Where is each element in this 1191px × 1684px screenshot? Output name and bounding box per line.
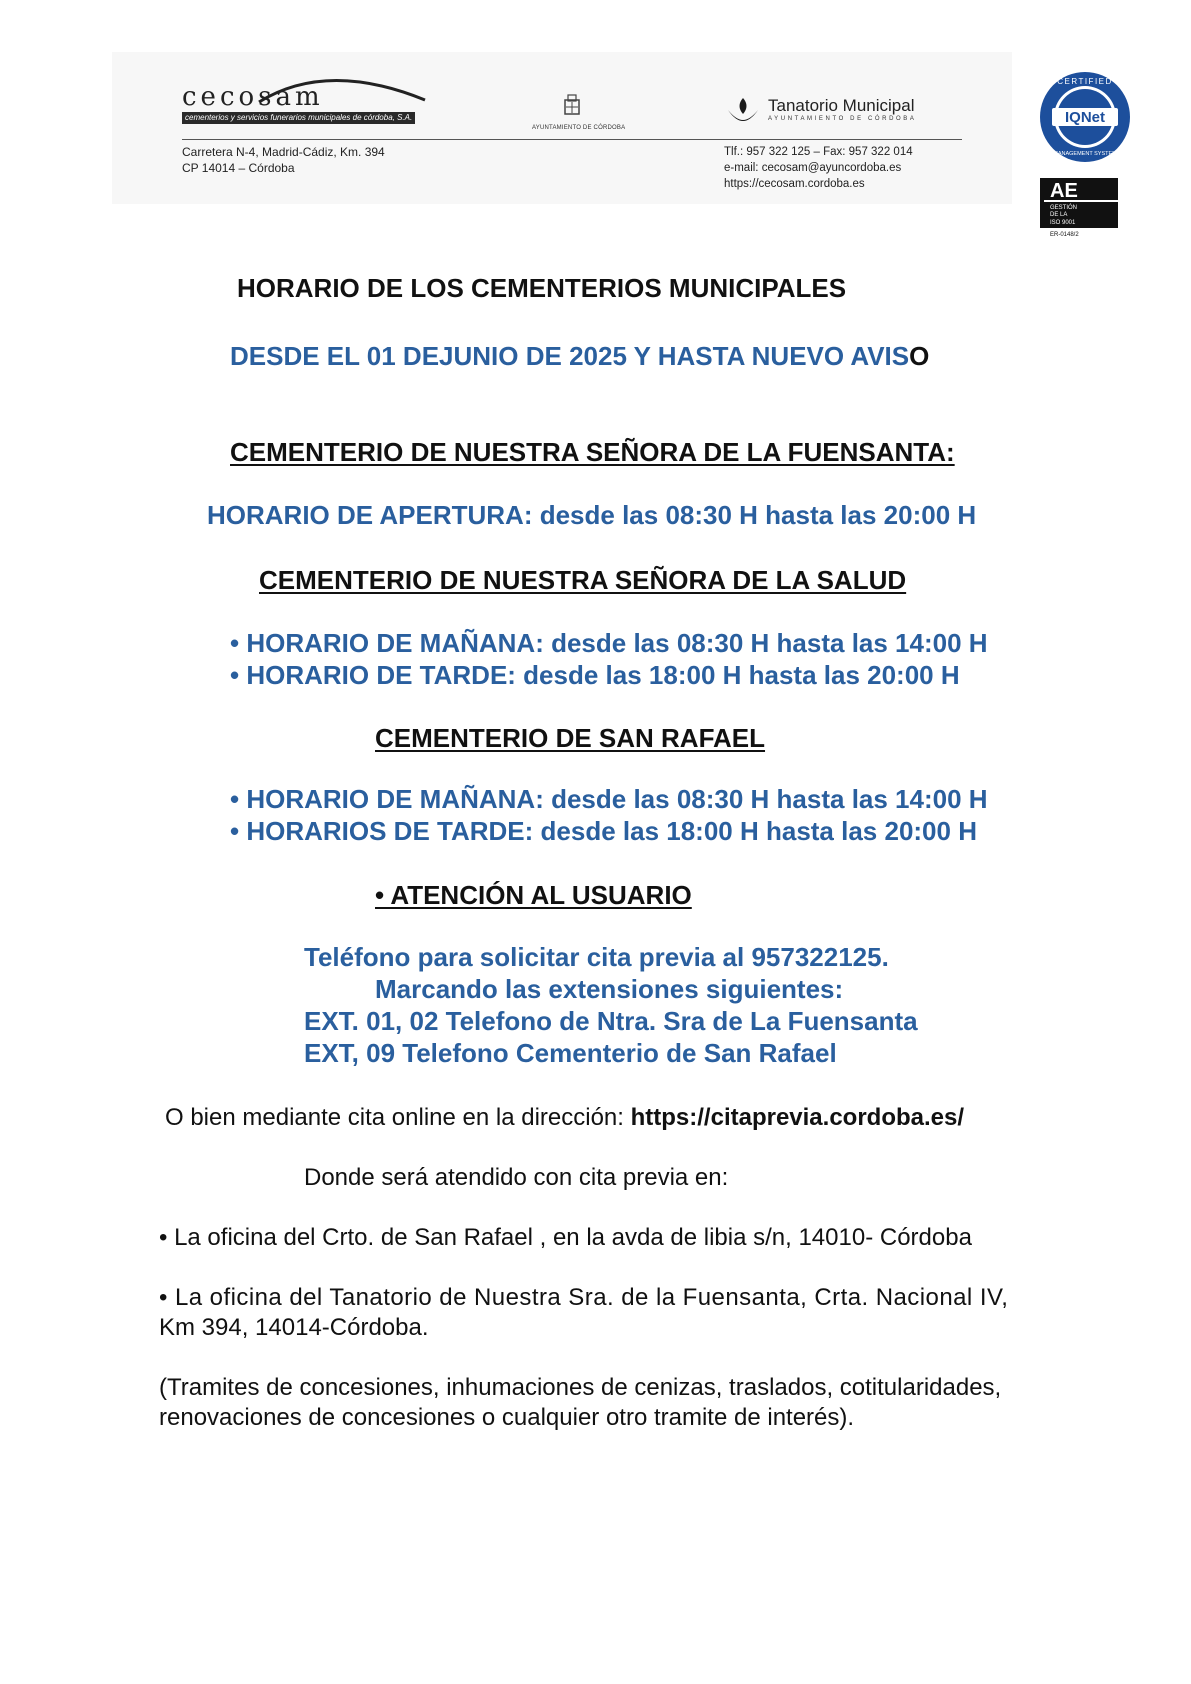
aenor-line-3: ISO 9001 <box>1050 220 1076 226</box>
san-rafael-afternoon-hours: • HORARIOS DE TARDE: desde las 18:00 H hasta las 20:00 H <box>230 816 977 846</box>
office-fuensanta-line-2: Km 394, 14014-Córdoba. <box>159 1314 429 1341</box>
tanatorio-title: Tanatorio Municipal <box>768 96 915 115</box>
council-seal <box>532 92 626 131</box>
iqnet-top-label: CERTIFIED <box>1057 77 1113 86</box>
iqnet-label: IQNet <box>1064 109 1106 126</box>
online-prefix: O bien mediante cita online en la dirección: <box>165 1104 631 1131</box>
online-line <box>165 1104 964 1132</box>
address-line-1: Carretera N-4, Madrid-Cádiz, Km. 394 <box>182 145 385 159</box>
attended-intro: Donde será atendido con cita previa en: <box>304 1164 729 1191</box>
iqnet-certification-badge <box>1038 70 1132 164</box>
aenor-line-1: GESTIÓN <box>1050 205 1078 211</box>
atencion-heading: • ATENCIÓN AL USUARIO <box>375 880 692 910</box>
note-line-2: renovaciones de concesiones o cualquier otro tramite de interés). <box>159 1404 855 1431</box>
aenor-line-4: ER-0148/2 <box>1050 232 1079 238</box>
aenor-line-2: DE LA <box>1050 212 1068 218</box>
contact-phone: Tlf.: 957 322 125 – Fax: 957 322 014 <box>724 146 913 158</box>
salud-afternoon-hours: • HORARIO DE TARDE: desde las 18:00 H hasta las 20:00 H <box>230 660 960 690</box>
atencion-extensions-intro: Marcando las extensiones siguientes: <box>375 974 844 1004</box>
salud-heading: CEMENTERIO DE NUESTRA SEÑORA DE LA SALUD <box>259 565 907 595</box>
aenor-certification-badge <box>1040 178 1118 240</box>
san-rafael-morning-hours: • HORARIO DE MAÑANA: desde las 08:30 H hasta las 14:00 H <box>230 784 988 814</box>
aenor-label: AE <box>1050 180 1078 202</box>
salud-morning-hours: • HORARIO DE MAÑANA: desde las 08:30 H hasta las 14:00 H <box>230 628 988 658</box>
office-san-rafael: • La oficina del Crto. de San Rafael , en la avda de libia s/n, 14010- Córdoba <box>159 1224 972 1251</box>
fuensanta-hours: HORARIO DE APERTURA: desde las 08:30 H hasta las 20:00 H <box>207 500 977 530</box>
validity-text: DESDE EL 01 DEJUNIO DE 2025 Y HASTA NUEVO AVIS <box>230 341 910 371</box>
office-fuensanta-line-1: • La oficina del Tanatorio de Nuestra Sra. de la Fuensanta, Crta. Nacional IV, <box>159 1284 1009 1311</box>
fuensanta-heading: CEMENTERIO DE NUESTRA SEÑORA DE LA FUENSANTA: <box>230 437 955 467</box>
address-line-2: CP 14014 – Córdoba <box>182 161 295 175</box>
tanatorio-logo-icon <box>724 96 762 130</box>
cecosam-brand: cecosam <box>182 82 324 112</box>
validity-line <box>230 341 929 372</box>
iqnet-bottom-label: MANAGEMENT SYSTEM <box>1053 151 1117 157</box>
contact-email: e-mail: cecosam@ayuncordoba.es <box>724 162 902 174</box>
online-url-link[interactable]: https://citaprevia.cordoba.es/ <box>630 1104 965 1131</box>
tanatorio-subtitle: AYUNTAMIENTO DE CÓRDOBA <box>768 116 917 122</box>
council-crest-icon <box>559 92 585 118</box>
note-line-1: (Tramites de concesiones, inhumaciones de cenizas, traslados, cotitularidades, <box>159 1374 1002 1401</box>
letterhead-rule <box>182 139 962 140</box>
atencion-phone: Teléfono para solicitar cita previa al 957322125. <box>304 942 889 972</box>
letterhead <box>112 52 1012 204</box>
san-rafael-heading: CEMENTERIO DE SAN RAFAEL <box>375 723 766 753</box>
atencion-ext-fuensanta: EXT. 01, 02 Telefono de Ntra. Sra de La Fuensanta <box>304 1006 918 1036</box>
cecosam-tagline: cementerios y servicios funerarios municipales de córdoba, S.A. <box>182 112 415 124</box>
council-label: AYUNTAMIENTO DE CÓRDOBA <box>532 125 626 131</box>
validity-last-letter: O <box>909 341 930 371</box>
contact-web: https://cecosam.cordoba.es <box>724 178 865 190</box>
atencion-ext-san-rafael: EXT, 09 Telefono Cementerio de San Rafael <box>304 1038 837 1068</box>
page-title: HORARIO DE LOS CEMENTERIOS MUNICIPALES <box>237 273 847 303</box>
